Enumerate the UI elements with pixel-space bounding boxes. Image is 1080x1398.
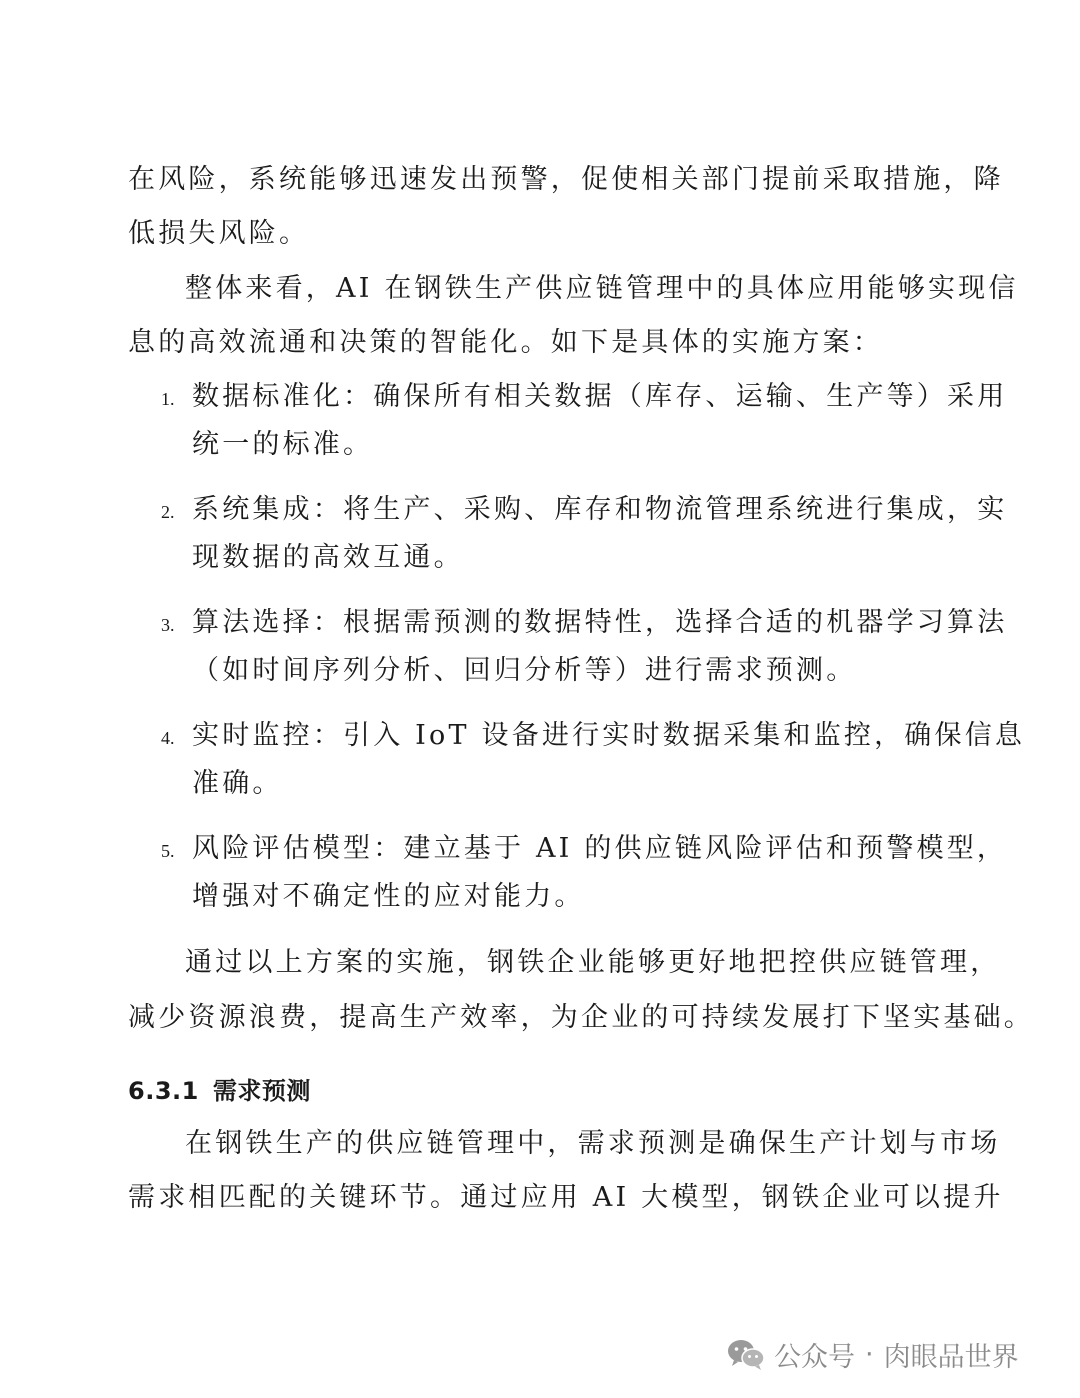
paragraph-4-line-2: 需求相匹配的关键环节。通过应用 AI 大模型，钢铁企业可以提升 [128,1182,1004,1213]
paragraph-3-line-1: 通过以上方案的实施，钢铁企业能够更好地把控供应链管理， [185,947,1001,978]
list-item-3-line-1: 算法选择：根据需预测的数据特性，选择合适的机器学习算法 [192,607,1008,638]
list-item-3-line-2: （如时间序列分析、回归分析等）进行需求预测。 [192,655,857,686]
list-item-5-line-2: 增强对不确定性的应对能力。 [192,881,585,912]
list-item-4-line-2: 准确。 [192,768,283,799]
list-item-5-number: 5. [161,841,175,861]
paragraph-2-line-1: 整体来看，AI 在钢铁生产供应链管理中的具体应用能够实现信 [185,273,1019,304]
watermark-name: 肉眼品世界 [883,1341,1019,1373]
list-item-1-line-2: 统一的标准。 [192,429,374,460]
list-item-2-number: 2. [161,502,175,522]
list-item-1-line-1: 数据标准化：确保所有相关数据（库存、运输、生产等）采用 [192,381,1008,412]
section-title: 需求预测 [212,1077,311,1105]
list-item-2-line-1: 系统集成：将生产、采购、库存和物流管理系统进行集成，实 [192,494,1008,525]
watermark [726,1334,1019,1374]
paragraph-1-line-2: 低损失风险。 [128,218,310,249]
watermark-separator: · [865,1338,874,1370]
list-item-4-line-1: 实时监控：引入 IoT 设备进行实时数据采集和监控，确保信息 [192,720,1026,751]
list-item-1-number: 1. [161,389,175,409]
paragraph-3-line-2: 减少资源浪费，提高生产效率，为企业的可持续发展打下坚实基础。 [128,1002,1034,1033]
section-heading [128,1071,311,1111]
list-item-4-number: 4. [161,728,175,748]
list-item-2-line-2: 现数据的高效互通。 [192,542,464,573]
paragraph-4-line-1: 在钢铁生产的供应链管理中，需求预测是确保生产计划与市场 [185,1128,1001,1159]
watermark-prefix: 公众号 [774,1341,855,1373]
paragraph-2-line-2: 息的高效流通和决策的智能化。如下是具体的实施方案： [128,327,883,358]
section-number: 6.3.1 [128,1077,199,1105]
paragraph-1-line-1: 在风险，系统能够迅速发出预警，促使相关部门提前采取措施，降 [128,164,1004,195]
list-item-3-number: 3. [161,615,175,635]
list-item-5-line-1: 风险评估模型：建立基于 AI 的供应链风险评估和预警模型， [192,833,1008,864]
wechat-icon [726,1337,766,1371]
